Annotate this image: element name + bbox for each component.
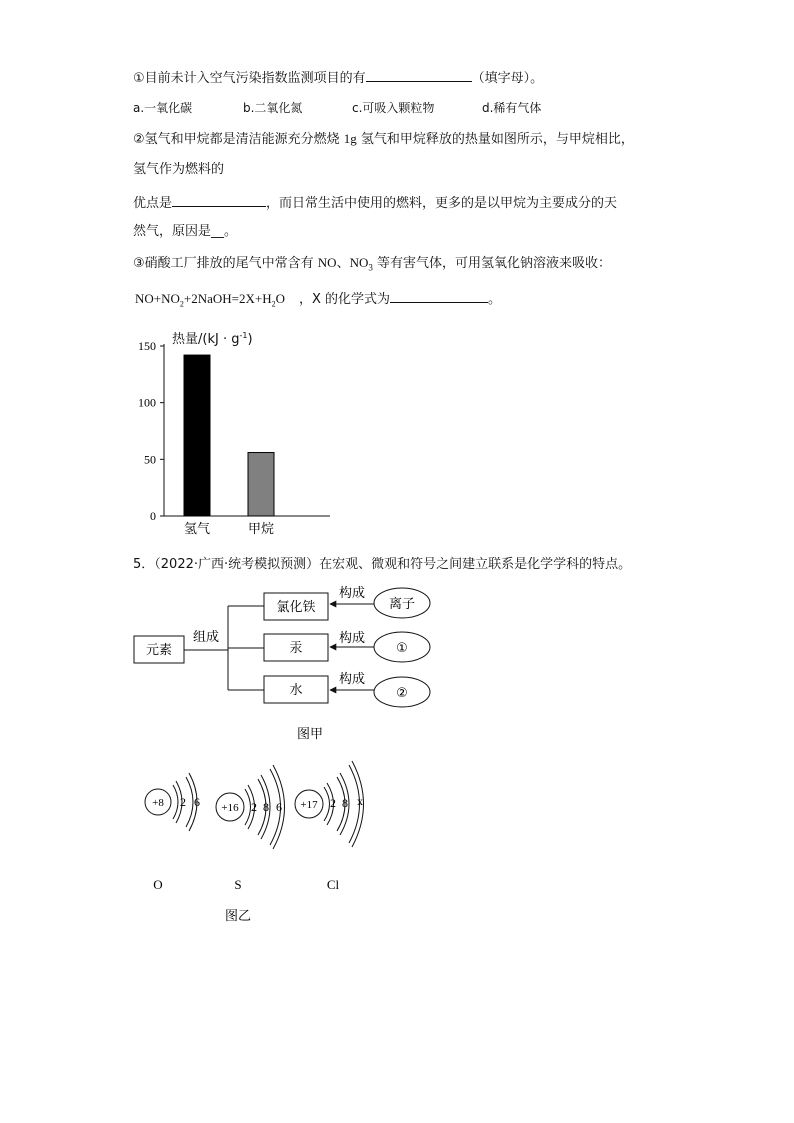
- shell-electrons: 8: [342, 796, 348, 810]
- q3-line1: [133, 254, 611, 277]
- constitution-label: 构成: [338, 631, 366, 646]
- nucleus-charge: +8: [152, 797, 164, 809]
- q2-line4: 然气，原因是__。: [133, 224, 238, 239]
- equation-part: +2NaOH=2X+H: [183, 291, 272, 306]
- y-tick-label: 50: [144, 452, 156, 467]
- q2-text: ②氢气和甲烷都是清洁能源充分燃烧: [133, 132, 344, 147]
- diagram-yi-caption: 图乙: [224, 909, 252, 924]
- nucleus-charge: +17: [300, 799, 318, 811]
- q2-line2: 氢气作为燃料的: [133, 162, 225, 177]
- equation-subscript: 2: [271, 299, 276, 309]
- shell-electrons-unknown: x: [357, 794, 363, 808]
- y-axis-label: 热量$/(kJ \cdot g^{-1})$: [172, 331, 253, 347]
- electron-shell-arc: [324, 787, 330, 821]
- q5-heading: 5．（2022·广西·统考模拟预测）在宏观、微观和符号之间建立联系是化学学科的特点。: [133, 557, 632, 572]
- diagram-jia-caption: 图甲: [296, 727, 324, 742]
- q3-equation-line: [135, 288, 501, 314]
- q3-gases: NO、NO: [317, 255, 369, 270]
- q3-text-rest: 等有害气体，可用氢氧化钠溶液来吸收：: [372, 256, 611, 271]
- bar-0: [184, 355, 210, 516]
- sulfur-atom-diagram: [216, 765, 285, 892]
- chart-axes: [138, 339, 330, 523]
- constitution-label: 构成: [338, 586, 366, 601]
- electron-shell-arc: [245, 789, 251, 825]
- shell-electrons: 8: [263, 800, 269, 814]
- element-symbol: S: [234, 877, 242, 892]
- q1-option-d: d.稀有气体: [482, 101, 542, 115]
- q3-formula-prompt: ，X 的化学式为: [299, 292, 391, 307]
- element-symbol: O: [153, 877, 163, 892]
- q1-option-b: b.二氧化氮: [243, 101, 303, 115]
- y-tick-label: 150: [138, 339, 156, 353]
- electron-shell-arc: [186, 777, 193, 827]
- element-label: 元素: [145, 643, 173, 658]
- shell-electrons: 6: [194, 795, 200, 809]
- q1-option-c: c.可吸入颗粒物: [352, 101, 435, 115]
- q2-advantage-blank[interactable]: [172, 192, 266, 207]
- q1-line: [133, 67, 543, 88]
- q2-line1: [133, 130, 634, 149]
- q1-answer-blank[interactable]: [366, 67, 472, 82]
- x-category-label: 氢气: [183, 522, 211, 537]
- q3-text: ③硝酸工厂排放的尾气中常含有: [133, 256, 318, 271]
- substance-label: 氯化铁: [276, 600, 316, 615]
- diagram-jia: [120, 580, 450, 750]
- electron-shell-arc: [173, 785, 178, 819]
- nucleus-charge: +16: [221, 802, 239, 814]
- q2-advantage-label: 优点是: [133, 196, 173, 211]
- chart-labels: [184, 521, 274, 537]
- substance-label: 水: [289, 683, 303, 698]
- equation-part: NO+NO: [135, 291, 180, 306]
- shell-electrons: 2: [180, 795, 186, 809]
- shell-electrons: 2: [330, 796, 336, 810]
- q3-end: 。: [488, 292, 502, 307]
- x-category-label: 甲烷: [247, 522, 275, 537]
- particle-label: ②: [396, 686, 408, 701]
- equation-subscript: 2: [179, 299, 184, 309]
- chlorine-atom-diagram: [295, 761, 364, 892]
- composition-label: 组成: [192, 630, 220, 645]
- q2-text-rest: 氢气和甲烷释放的热量如图所示，与甲烷相比，: [356, 132, 634, 147]
- oxygen-atom-diagram: [145, 773, 200, 892]
- particle-label: 离子: [388, 597, 416, 612]
- q1-suffix: （填字母）。: [471, 71, 544, 86]
- diagram-yi: [130, 755, 390, 930]
- heat-bar-chart: [120, 325, 350, 550]
- equation-part: O: [275, 291, 285, 306]
- chart-bars: [184, 355, 274, 516]
- q2-line3: [133, 192, 617, 213]
- q1-option-a: a.一氧化碳: [133, 101, 193, 115]
- q3-formula-blank[interactable]: [390, 288, 488, 303]
- q2-mass: 1g: [343, 131, 357, 146]
- shell-electrons: 2: [251, 800, 257, 814]
- q2-text-continued: ，而日常生活中使用的燃料，更多的是以甲烷为主要成分的天: [266, 196, 618, 211]
- constitution-label: 构成: [338, 672, 366, 687]
- q1-prefix: ①目前未计入空气污染指数监测项目的有: [133, 71, 366, 86]
- particle-label: ①: [396, 641, 408, 656]
- element-symbol: Cl: [326, 877, 340, 892]
- substance-label: 汞: [289, 641, 303, 656]
- shell-electrons: 6: [276, 800, 282, 814]
- y-tick-label: 100: [138, 395, 156, 410]
- y-tick-label: 0: [150, 509, 156, 523]
- q3-gas-subscript: 3: [368, 262, 373, 273]
- bar-1: [248, 453, 274, 516]
